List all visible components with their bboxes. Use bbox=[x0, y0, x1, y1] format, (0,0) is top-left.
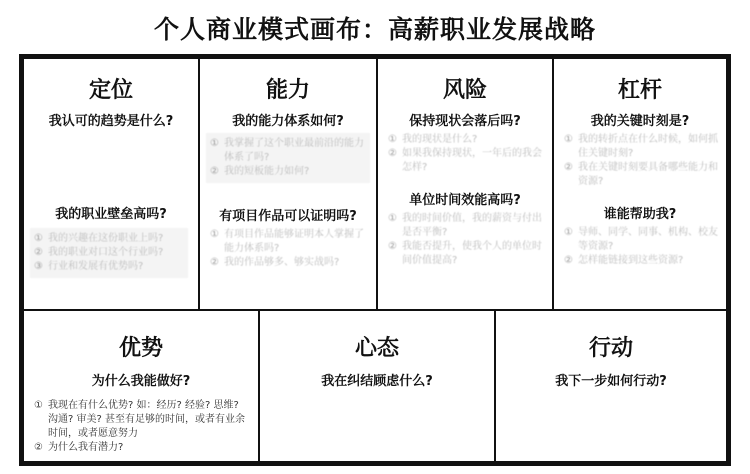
item-list-2 bbox=[554, 222, 726, 268]
cell-heading: 行动 bbox=[588, 336, 633, 361]
list-item: ① 我的时间价值，我的薪资与付出是否平衡? bbox=[388, 213, 542, 238]
cell-heading: 定位 bbox=[88, 78, 133, 103]
cell-heading: 心态 bbox=[354, 336, 399, 361]
list-item: ① 有项目作品能够证明本人掌握了能力体系吗? bbox=[210, 229, 364, 254]
list-item: ② 我在关键时刻要具备哪些能力和资源? bbox=[564, 162, 718, 187]
list-item: ① 我的转折点在什么时候，如何抓住关键时刻? bbox=[564, 134, 718, 159]
list-item: ② 怎样能链接到这些资源? bbox=[564, 255, 684, 266]
cell-capability bbox=[198, 57, 378, 311]
item-list-2 bbox=[200, 224, 376, 270]
question-1: 我的关键时刻是? bbox=[590, 114, 690, 129]
item-list bbox=[24, 389, 258, 455]
cell-risk bbox=[376, 57, 554, 311]
question-2: 单位时间效能高吗? bbox=[409, 193, 521, 208]
list-item: ① 我现在有什么优势? 如：经历? 经验? 思维? 沟通? 审美? 甚至有足够的时间，或者有业余时间，或者愿意努力 bbox=[34, 400, 245, 439]
canvas-title: 个人商业模式画布：高薪职业发展战略 bbox=[153, 15, 596, 44]
business-model-canvas bbox=[19, 54, 731, 466]
cell-action bbox=[494, 309, 728, 463]
list-item: ② 如果我保持现状，一年后的我会怎样? bbox=[388, 148, 542, 173]
list-item: ① 导师、同学、同事、机构、校友等资源? bbox=[564, 227, 718, 252]
cell-heading: 优势 bbox=[118, 336, 163, 361]
question-2: 有项目作品可以证明吗? bbox=[219, 209, 357, 224]
list-item: ③ 行业和发展有优势吗? bbox=[34, 261, 144, 272]
cell-heading: 风险 bbox=[442, 78, 487, 103]
list-item: ② 为什么我有潜力? bbox=[34, 442, 124, 453]
list-item: ② 我的短板能力如何? bbox=[210, 166, 310, 177]
list-item: ② 我的职业对口这个行业吗? bbox=[34, 247, 164, 258]
list-item: ② 我的作品够多、够实战吗? bbox=[210, 257, 340, 268]
item-list-1 bbox=[554, 129, 726, 189]
list-item: ② 我能否提升，使我个人的单位时间价值提高? bbox=[388, 241, 542, 266]
question: 为什么我能做好? bbox=[91, 374, 191, 389]
question-1: 我认可的趋势是什么? bbox=[48, 114, 174, 129]
list-item: ① 我的兴趣在这份职业上吗? bbox=[34, 233, 164, 244]
list-item: ① 我的现状是什么? bbox=[388, 134, 478, 145]
question-2: 我的职业壁垒高吗? bbox=[55, 207, 167, 222]
cell-advantage bbox=[22, 309, 260, 463]
question: 我下一步如何行动? bbox=[555, 374, 667, 389]
question-1: 我的能力体系如何? bbox=[232, 114, 344, 129]
item-list-2 bbox=[378, 208, 552, 268]
cell-leverage bbox=[552, 57, 728, 311]
item-list-2 bbox=[30, 228, 188, 278]
cell-heading: 杠杆 bbox=[617, 78, 662, 103]
question-1: 保持现状会落后吗? bbox=[409, 114, 521, 129]
cell-heading: 能力 bbox=[265, 78, 310, 103]
cell-mindset bbox=[258, 309, 496, 463]
question-2: 谁能帮助我? bbox=[603, 207, 677, 222]
item-list-1 bbox=[206, 133, 370, 183]
list-item: ① 我掌握了这个职业最前沿的能力体系了吗? bbox=[210, 138, 364, 163]
item-list-1 bbox=[378, 129, 552, 175]
question: 我在纠结顾虑什么? bbox=[321, 374, 433, 389]
cell-positioning bbox=[22, 57, 200, 311]
